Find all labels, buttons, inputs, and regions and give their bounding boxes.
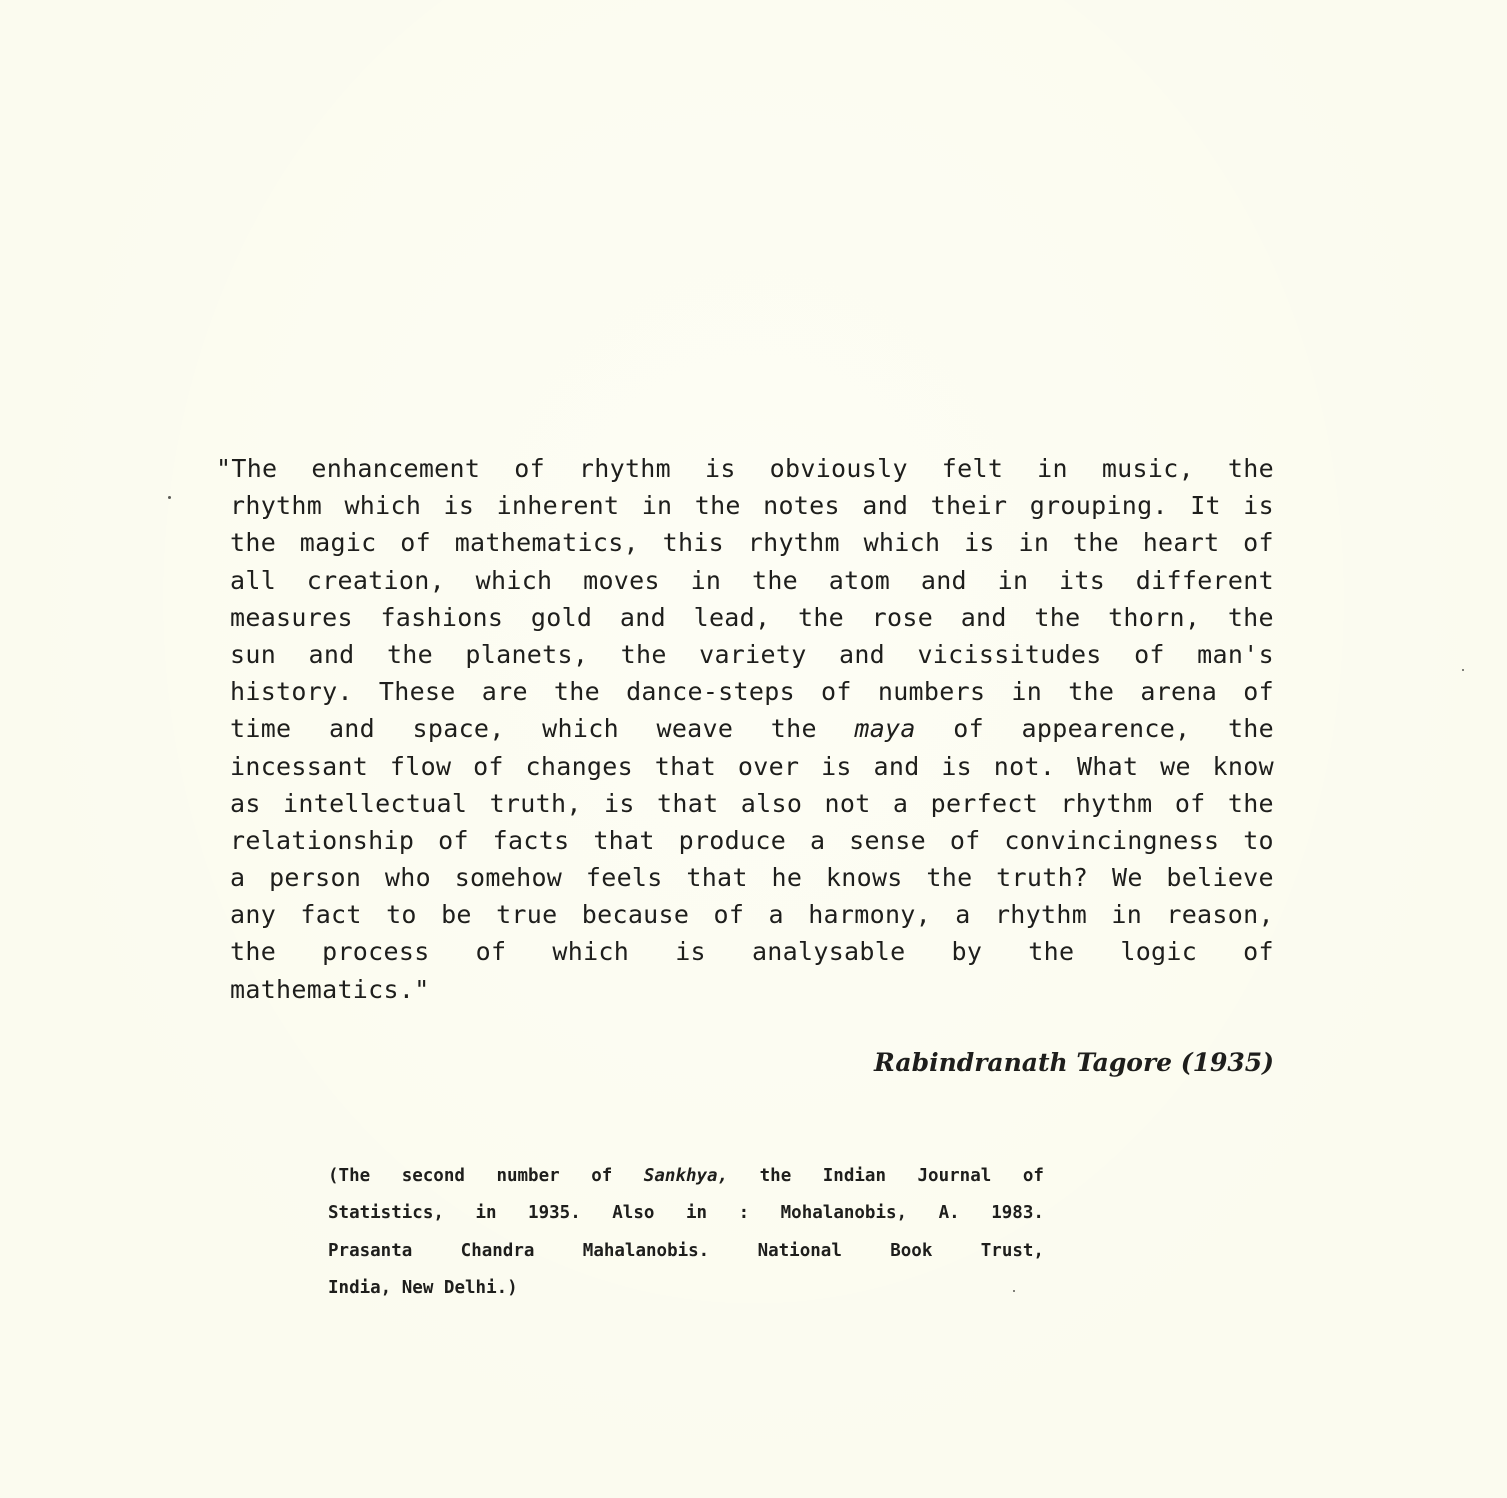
word: be — [441, 900, 472, 930]
word: mathematics." — [230, 974, 430, 1004]
word: to — [1243, 825, 1274, 855]
word: this — [662, 528, 725, 558]
word: These — [378, 677, 456, 707]
word: the — [553, 677, 600, 707]
word: Mahalanobis. — [582, 1240, 710, 1261]
word: notes — [763, 491, 840, 521]
citation-line — [328, 1233, 1044, 1270]
word: of — [591, 1166, 613, 1186]
word: true — [496, 900, 558, 930]
word: is — [821, 751, 852, 781]
word: music, — [1101, 454, 1194, 483]
word: is — [443, 491, 475, 521]
word: person — [269, 863, 362, 893]
word: knows — [825, 863, 903, 893]
word: and — [960, 602, 1007, 632]
word: he — [771, 863, 803, 893]
word: process — [322, 937, 430, 967]
paper-speck — [168, 496, 171, 499]
word: in — [1037, 454, 1068, 483]
word: is — [1243, 491, 1274, 521]
word: moves — [583, 565, 660, 595]
quote-line — [230, 822, 1274, 859]
word: Book — [890, 1240, 933, 1261]
word: convincingness — [1004, 825, 1220, 855]
word: is — [964, 528, 995, 558]
word: fashions — [380, 602, 504, 632]
word: in — [690, 565, 722, 595]
word: number — [496, 1166, 560, 1186]
word: the — [1227, 788, 1274, 818]
word: flow — [389, 751, 452, 781]
word: that — [657, 788, 719, 818]
word: Also — [612, 1203, 655, 1224]
word: by — [951, 937, 983, 967]
word: relationship — [230, 825, 415, 855]
word: is — [704, 454, 736, 483]
word: of — [949, 825, 981, 855]
word: know — [1212, 751, 1274, 781]
word: vicissitudes — [917, 639, 1102, 669]
word: rose — [871, 602, 934, 632]
quote-block — [216, 450, 1274, 1008]
word: who — [384, 863, 431, 893]
word: logic — [1120, 937, 1198, 967]
word: and — [873, 751, 920, 781]
word: Mohalanobis, — [780, 1203, 908, 1224]
word: a — [809, 825, 826, 855]
word: measures — [230, 602, 353, 632]
word: time — [230, 714, 292, 744]
word: enhancement — [311, 454, 481, 483]
word: in — [475, 1203, 497, 1224]
word: also — [740, 788, 803, 818]
word: What — [1076, 751, 1139, 781]
citation-line — [328, 1270, 1044, 1307]
quote-line — [230, 971, 1274, 1008]
quote-line — [230, 785, 1274, 822]
word: facts — [492, 825, 570, 855]
word: any — [230, 900, 277, 930]
word: the — [751, 565, 799, 595]
word: to — [386, 900, 417, 930]
word: and — [920, 565, 967, 595]
word: the — [1227, 602, 1274, 632]
word: Prasanta — [328, 1240, 413, 1261]
word: man's — [1197, 639, 1274, 669]
word: the — [770, 714, 817, 744]
word: and — [838, 639, 886, 669]
attribution: Rabindranath Tagore (1935) — [874, 1048, 1274, 1077]
paper-speck — [1013, 1290, 1015, 1292]
word: in — [685, 1203, 708, 1224]
word: of — [953, 714, 984, 744]
word: the — [230, 937, 277, 967]
word: a — [892, 788, 909, 818]
word: maya — [854, 714, 916, 744]
citation-block — [328, 1158, 1044, 1307]
word: inherent — [496, 491, 620, 521]
citation-line — [328, 1158, 1044, 1195]
word: lead, — [693, 602, 771, 632]
word: dance-steps — [626, 677, 795, 707]
word: the — [926, 863, 973, 893]
word: mathematics, — [454, 528, 639, 558]
word: of — [1243, 528, 1274, 558]
word: creation, — [306, 565, 445, 595]
word: of — [473, 751, 504, 781]
quote-line — [230, 748, 1274, 785]
word: which — [344, 491, 422, 521]
word: the — [694, 491, 741, 521]
word: as — [230, 788, 261, 818]
word: history. — [230, 677, 353, 707]
word: fact — [300, 900, 362, 930]
word: of — [1243, 677, 1274, 707]
word: changes — [525, 751, 633, 781]
quote-line — [230, 933, 1274, 970]
quote-line — [230, 710, 1274, 747]
word: are — [481, 677, 528, 707]
word: sun — [230, 639, 277, 669]
word: Sankhya, — [643, 1166, 729, 1186]
word: the — [1068, 677, 1115, 707]
word: Statistics, — [328, 1203, 444, 1224]
word: over — [737, 751, 800, 781]
word: numbers — [877, 677, 986, 707]
word: the — [620, 639, 667, 669]
word: different — [1135, 565, 1274, 595]
word: not — [824, 788, 871, 818]
word: 1935. — [528, 1203, 581, 1224]
word: and — [328, 714, 375, 744]
word: rhythm — [994, 900, 1088, 930]
word: reason, — [1166, 900, 1274, 930]
word: the — [1227, 454, 1274, 483]
word: produce — [678, 825, 787, 855]
quote-line — [230, 673, 1274, 710]
word: truth? — [996, 863, 1089, 893]
word: : — [738, 1203, 750, 1224]
word: and — [862, 491, 909, 521]
word: the — [759, 1166, 792, 1186]
quote-line — [230, 562, 1274, 599]
word: in — [641, 491, 673, 521]
word: rhythm — [747, 528, 840, 558]
word: rhythm — [230, 491, 323, 521]
word: thorn, — [1108, 602, 1201, 632]
quote-line — [230, 487, 1274, 524]
word: in — [1111, 900, 1143, 930]
quote-line — [216, 450, 1274, 487]
word: the — [386, 639, 433, 669]
word: "The — [216, 454, 278, 483]
word: analysable — [751, 937, 906, 967]
word: A. — [938, 1203, 960, 1224]
word: of — [1174, 788, 1206, 818]
word: weave — [656, 714, 734, 744]
word: National — [757, 1240, 842, 1261]
word: the — [230, 528, 277, 558]
paper-speck — [1462, 669, 1464, 671]
word: feels — [585, 863, 663, 893]
word: Chandra — [460, 1240, 535, 1261]
word: not. — [993, 751, 1056, 781]
word: because — [581, 900, 690, 930]
word: its — [1059, 565, 1106, 595]
word: truth, — [489, 788, 582, 818]
word: gold — [530, 602, 593, 632]
word: a — [230, 863, 246, 893]
word: which — [552, 937, 630, 967]
word: intellectual — [283, 788, 468, 818]
word: rhythm — [1060, 788, 1153, 818]
word: space, — [412, 714, 505, 744]
word: felt — [941, 454, 1004, 483]
word: planets, — [465, 639, 589, 669]
word: We — [1112, 863, 1143, 893]
word: sense — [849, 825, 926, 855]
word: of — [821, 677, 852, 707]
word: Indian — [822, 1166, 886, 1186]
word: of — [713, 900, 745, 930]
word: grouping. — [1029, 491, 1168, 521]
word: all — [230, 565, 277, 595]
word: incessant — [230, 751, 369, 781]
citation-line — [328, 1195, 1044, 1232]
word: atom — [828, 565, 891, 595]
word: we — [1160, 751, 1191, 781]
word: Journal — [917, 1166, 992, 1186]
word: which — [863, 528, 941, 558]
word: believe — [1166, 863, 1274, 893]
word: a — [955, 900, 971, 930]
quote-line — [230, 896, 1274, 933]
quote-line — [230, 524, 1274, 561]
word: the — [1034, 602, 1081, 632]
word: magic — [299, 528, 377, 558]
word: harmony, — [808, 900, 931, 930]
word: their — [930, 491, 1008, 521]
word: of — [1243, 937, 1274, 967]
word: is — [941, 751, 973, 781]
word: (The — [328, 1166, 371, 1186]
word: appearence, — [1021, 714, 1191, 744]
word: the — [1072, 528, 1119, 558]
word: the — [1028, 937, 1075, 967]
word: of — [1134, 639, 1165, 669]
word: in — [997, 565, 1029, 595]
word: in — [1011, 677, 1043, 707]
word: rhythm — [578, 454, 671, 483]
word: which — [475, 565, 553, 595]
word: that — [654, 751, 717, 781]
word: arena — [1140, 677, 1218, 707]
word: Trust, — [980, 1240, 1044, 1261]
word: heart — [1142, 528, 1220, 558]
word: the — [1227, 714, 1274, 744]
word: of — [400, 528, 431, 558]
word: India, — [328, 1277, 392, 1298]
word: of — [1022, 1166, 1044, 1186]
word: is — [604, 788, 635, 818]
word: and — [619, 602, 666, 632]
word: which — [542, 714, 619, 744]
word: that — [686, 863, 748, 893]
word: Delhi.) — [443, 1277, 518, 1298]
word: of — [475, 937, 507, 967]
word: perfect — [930, 788, 1039, 818]
word: obviously — [769, 454, 908, 483]
word: of — [438, 825, 469, 855]
word: the — [797, 602, 845, 632]
word: New — [401, 1277, 434, 1298]
quote-line — [230, 599, 1274, 636]
quote-line — [230, 636, 1274, 673]
word: is — [675, 937, 706, 967]
word: that — [593, 825, 655, 855]
word: and — [308, 639, 355, 669]
word: of — [514, 454, 545, 483]
quote-line — [230, 859, 1274, 896]
word: variety — [699, 639, 807, 669]
word: in — [1018, 528, 1050, 558]
word: second — [401, 1166, 465, 1186]
word: It — [1190, 491, 1221, 521]
word: a — [768, 900, 784, 930]
word: 1983. — [991, 1203, 1044, 1224]
word: somehow — [454, 863, 563, 893]
